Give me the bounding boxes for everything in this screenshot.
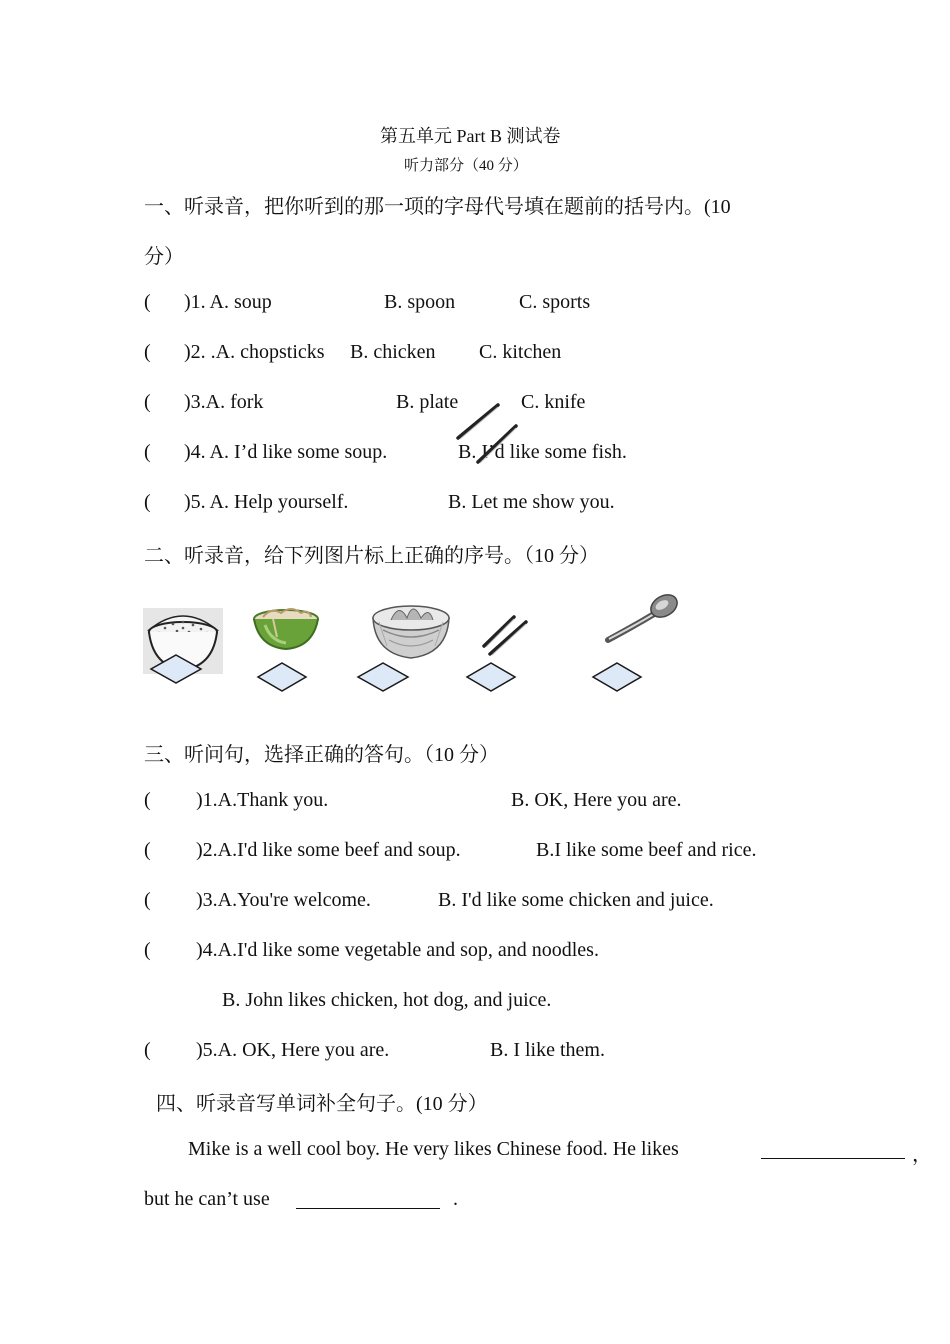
answer-bracket[interactable]: ( (144, 491, 151, 513)
answer-diamond[interactable] (256, 662, 308, 692)
answer-diamond[interactable] (356, 662, 410, 692)
option-a: )4.A.I'd like some vegetable and sop, and noodles. (196, 939, 599, 961)
option-b: B.I like some beef and rice. (536, 839, 757, 861)
option-c: C. kitchen (479, 341, 562, 363)
option-a: )3.A. fork (184, 391, 264, 413)
answer-bracket[interactable]: ( (144, 391, 151, 413)
chopsticks-icon (452, 402, 522, 472)
glass-bowl-icon (369, 596, 453, 662)
answer-bracket[interactable]: ( (144, 1039, 151, 1061)
answer-bracket[interactable]: ( (144, 839, 151, 861)
chopsticks-icon (480, 614, 530, 658)
answer-bracket[interactable]: ( (144, 291, 151, 313)
page-subtitle: 听力部分（40 分） (404, 158, 528, 174)
option-a: )3.A.You're welcome. (196, 889, 371, 911)
section3-heading: 三、听问句，选择正确的答句。（10 分） (144, 744, 499, 766)
section4-heading: 四、听录音写单词补全句子。(10 分） (156, 1093, 488, 1115)
answer-blank-2[interactable] (296, 1190, 440, 1209)
answer-diamond[interactable] (591, 662, 643, 692)
option-c: C. knife (521, 391, 586, 413)
option-a: )5.A. OK, Here you are. (196, 1039, 390, 1061)
spoon-icon (604, 590, 680, 646)
section2-heading: 二、听录音，给下列图片标上正确的序号。（10 分） (144, 545, 599, 567)
answer-bracket[interactable]: ( (144, 939, 151, 961)
passage-text-cont: but he can’t use (144, 1188, 270, 1210)
option-b: B. John likes chicken, hot dog, and juice. (222, 989, 552, 1011)
answer-bracket[interactable]: ( (144, 789, 151, 811)
option-b: B. plate (396, 391, 459, 413)
answer-bracket[interactable]: ( (144, 441, 151, 463)
page-title: 第五单元 Part B 测试卷 (380, 126, 561, 146)
option-b: B. I like them. (490, 1039, 605, 1061)
option-b: B. I'd like some chicken and juice. (438, 889, 714, 911)
option-b: B. spoon (384, 291, 456, 313)
option-b: B. OK, Here you are. (511, 789, 682, 811)
noodles-bowl-icon (251, 601, 321, 653)
option-b: B. chicken (350, 341, 436, 363)
option-a: )1. A. soup (184, 291, 272, 313)
answer-blank-1[interactable] (761, 1140, 905, 1159)
option-a: )2. .A. chopsticks (184, 341, 325, 363)
answer-bracket[interactable]: ( (144, 889, 151, 911)
passage-period: . (453, 1188, 458, 1210)
passage-comma: ， (912, 1144, 932, 1166)
passage-text: Mike is a well cool boy. He very likes Chinese food. He likes (188, 1138, 679, 1160)
option-b: B. I’d like some fish. (458, 441, 627, 463)
option-a: )1.A.Thank you. (196, 789, 329, 811)
answer-diamond[interactable] (465, 662, 517, 692)
answer-bracket[interactable]: ( (144, 341, 151, 363)
option-a: )2.A.I'd like some beef and soup. (196, 839, 461, 861)
option-a: )5. A. Help yourself. (184, 491, 349, 513)
section1-heading: 一、听录音，把你听到的那一项的字母代号填在题前的括号内。(10 (144, 196, 731, 218)
answer-diamond[interactable] (149, 654, 203, 684)
section1-heading-cont: 分） (144, 246, 184, 268)
option-a: )4. A. I’d like some soup. (184, 441, 388, 463)
option-b: B. Let me show you. (448, 491, 615, 513)
option-c: C. sports (519, 291, 591, 313)
